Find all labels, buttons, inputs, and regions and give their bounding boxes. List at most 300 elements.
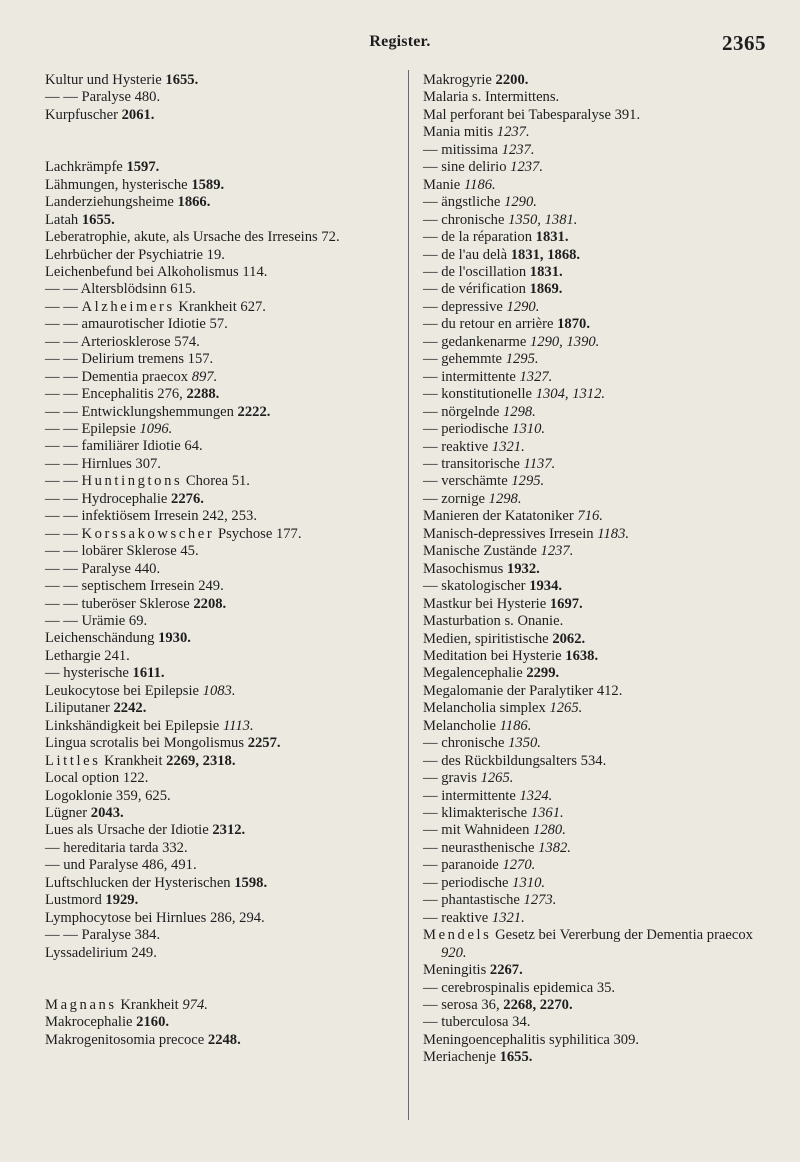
index-entry: [423, 369, 773, 386]
entry-text: Megalomanie der Paralytiker 412.: [423, 682, 623, 699]
index-entry: [45, 247, 400, 264]
page-ref-bold: 1831.: [535, 229, 569, 246]
entry-text: Makrocephalie: [45, 1014, 137, 1031]
page-ref-bold: 2276.: [171, 490, 204, 507]
entry-text: — depressive: [423, 298, 507, 315]
entry-text: Lues als Ursache der Idiotie: [45, 822, 213, 839]
index-entry: [423, 648, 773, 665]
index-entry: [423, 159, 773, 176]
entry-text: — intermittente: [423, 368, 520, 385]
entry-text: Masturbation s. Onanie.: [423, 613, 564, 630]
page-ref-italic: 1327.: [519, 368, 553, 385]
index-entry: [423, 753, 773, 770]
index-entry: [45, 700, 400, 717]
page-ref-italic: 1298.: [502, 403, 536, 420]
entry-text: Lehrbücher der Psychiatrie 19.: [45, 246, 225, 263]
entry-text: — — Urämie 69.: [45, 613, 148, 630]
page-ref-bold: 1655.: [499, 1049, 533, 1066]
index-entry: [45, 578, 400, 595]
entry-text: Krankheit: [116, 996, 183, 1013]
index-spacer: [45, 962, 400, 979]
entry-text: — — Hydrocephalie: [45, 490, 172, 507]
index-entry: [45, 456, 400, 473]
index-entry: [423, 718, 773, 735]
index-entry: [423, 980, 773, 997]
entry-text: Leichenbefund bei Alkoholismus 114.: [45, 263, 268, 280]
page-ref-italic: 1295.: [511, 473, 545, 490]
entry-text: Local option 122.: [45, 770, 149, 787]
index-entry: [423, 788, 773, 805]
entry-text: — — Arteriosklerose 574.: [45, 333, 200, 350]
entry-text: Kurpfuscher: [45, 106, 122, 123]
entry-text: — de vérification: [423, 281, 530, 298]
index-entry: [45, 386, 400, 403]
index-entry: [45, 334, 400, 351]
entry-text: Lachkrämpfe: [45, 159, 127, 176]
entry-text: — konstitutionelle: [423, 386, 536, 403]
entry-text: Luftschlucken der Hysterischen: [45, 874, 235, 891]
index-spacer: [45, 142, 400, 159]
entry-text: Leichenschändung: [45, 630, 159, 647]
page-ref-italic: 1324.: [519, 787, 553, 804]
page-ref-italic: 1361.: [530, 805, 564, 822]
page-ref-italic: 897.: [191, 368, 218, 385]
index-entry: [423, 264, 773, 281]
entry-text: — — Entwicklungshemmungen: [45, 403, 238, 420]
index-entry: [423, 892, 773, 909]
page-ref-bold: 2288.: [186, 386, 220, 403]
page-ref-italic: 1280.: [533, 822, 566, 839]
entry-text: Liliputaner: [45, 700, 114, 717]
index-entry: [45, 997, 400, 1014]
running-head: Register.: [369, 33, 431, 50]
index-entry: [45, 683, 400, 700]
entry-text: — klimakterische: [423, 805, 531, 822]
index-entry: [423, 631, 773, 648]
page-ref-bold: 2160.: [136, 1014, 170, 1031]
index-entry: [45, 665, 400, 682]
eponym-name: Alzheimers: [81, 298, 175, 315]
index-entry: [423, 473, 773, 490]
page-ref-bold: 1929.: [105, 892, 139, 909]
page-ref-bold: 2043.: [90, 805, 124, 821]
page-ref-bold: 1589.: [191, 176, 225, 193]
index-entry: [45, 508, 400, 525]
entry-text: — — Paralyse 384.: [45, 927, 161, 944]
entry-text: Manieren der Katatoniker: [423, 508, 578, 525]
index-entry: [45, 875, 400, 892]
eponym-name: Korssakowscher: [81, 525, 215, 542]
index-entry: [45, 159, 400, 176]
page-ref-bold: 2062.: [552, 630, 586, 647]
entry-text: — hereditaria tarda 332.: [45, 839, 188, 856]
index-entry: [423, 578, 773, 595]
page-ref-bold: 1597.: [126, 159, 160, 176]
entry-text: Krankheit: [100, 752, 167, 769]
index-entry: [45, 788, 400, 805]
page-ref-italic: 1137.: [523, 455, 556, 472]
index-entry: [423, 299, 773, 316]
index-entry: [45, 473, 400, 490]
entry-text: — neurasthenische: [423, 839, 539, 856]
index-spacer: [45, 980, 400, 997]
entry-text: — gehemmte: [423, 351, 506, 368]
page-ref-bold: 1932.: [506, 560, 540, 577]
entry-text: — serosa 36,: [423, 997, 504, 1014]
page-ref-bold: 2268, 2270.: [503, 997, 573, 1014]
entry-text: — hysterische: [45, 665, 133, 682]
page-ref-bold: 2061.: [121, 106, 155, 123]
entry-text: — du retour en arrière: [423, 316, 558, 333]
index-spacer: [45, 124, 400, 141]
index-entry: [45, 526, 400, 543]
page-ref-bold: 2269, 2318.: [166, 752, 236, 769]
entry-text: Mania mitis: [423, 124, 497, 141]
index-entry: [45, 735, 400, 752]
index-entry: [423, 683, 773, 700]
index-entry: [423, 386, 773, 403]
page-ref-italic: 1265.: [480, 770, 514, 787]
page-ref-bold: 2208.: [193, 595, 227, 612]
entry-text: Megalencephalie: [423, 665, 527, 682]
entry-text: — mitissima: [423, 141, 502, 158]
index-entry: [423, 613, 773, 630]
entry-text: Manisch-depressives Irresein: [423, 525, 598, 542]
entry-text: — transitorische: [423, 455, 524, 472]
page-ref-bold: 1598.: [234, 874, 268, 891]
index-entry: [423, 822, 773, 839]
eponym-name: Littles: [45, 752, 101, 769]
index-entry: [423, 404, 773, 421]
entry-text: Lethargie 241.: [45, 647, 130, 664]
index-entry: [45, 630, 400, 647]
index-entry: [45, 404, 400, 421]
page-ref-italic: 1298.: [488, 490, 522, 507]
entry-text: — —: [45, 473, 82, 490]
index-entry: [45, 718, 400, 735]
page-ref-bold: 2267.: [489, 962, 523, 979]
index-entry: [423, 124, 773, 141]
entry-text: Makrogyrie: [423, 72, 496, 88]
entry-text: — phantastische: [423, 892, 524, 909]
index-entry: [423, 857, 773, 874]
page-ref-bold: 1930.: [158, 630, 191, 647]
page-ref-italic: 1290, 1390.: [529, 333, 600, 350]
index-entry: [423, 1032, 773, 1049]
entry-text: Mastkur bei Hysterie: [423, 595, 550, 612]
page-ref-bold: 2242.: [113, 700, 147, 717]
entry-text: — gravis: [423, 770, 481, 787]
index-entry: [423, 351, 773, 368]
index-entry: [45, 438, 400, 455]
page-ref-italic: 716.: [577, 508, 603, 525]
index-entry: [45, 107, 400, 124]
index-entry: [423, 229, 773, 246]
index-entry: [45, 281, 400, 298]
page-ref-italic: 1183.: [597, 525, 630, 542]
entry-text: Linkshändigkeit bei Epilepsie: [45, 717, 223, 734]
entry-text: — paranoide: [423, 857, 503, 874]
page-ref-italic: 1290.: [504, 194, 537, 211]
index-entry: [423, 142, 773, 159]
index-entry: [423, 875, 773, 892]
entry-text: — — infektiösem Irresein 242, 253.: [45, 508, 257, 525]
page-ref-bold: 1866.: [177, 194, 211, 211]
index-entry: [423, 247, 773, 264]
entry-text: Lähmungen, hysterische: [45, 176, 192, 193]
entry-text: Melancholie: [423, 717, 500, 734]
index-entry: [45, 927, 400, 944]
page-ref-italic: 1382.: [538, 839, 571, 856]
entry-text: — — tuberöser Sklerose: [45, 595, 194, 612]
entry-text: Gesetz bei Vererbung der Dementia praecox: [491, 927, 753, 944]
index-column-left: [45, 72, 400, 1049]
index-entry: [423, 665, 773, 682]
index-entry: [423, 439, 773, 456]
entry-text: — verschämte: [423, 473, 512, 490]
entry-text: Psychose 177.: [214, 525, 302, 542]
index-entry: [45, 421, 400, 438]
page-ref-italic: 1295.: [505, 351, 539, 368]
index-entry: [45, 229, 400, 246]
entry-text: Meningitis: [423, 962, 490, 979]
entry-text: Mal perforant bei Tabesparalyse 391.: [423, 106, 641, 123]
entry-text: — — Delirium tremens 157.: [45, 351, 214, 368]
entry-text: Lymphocytose bei Hirnlues 286, 294.: [45, 909, 265, 926]
index-entry: [423, 543, 773, 560]
entry-text: — tuberculosa 34.: [423, 1014, 531, 1031]
page-ref-italic: 1350.: [508, 735, 541, 752]
page-ref-italic: 1096.: [139, 421, 173, 438]
index-entry: [423, 927, 773, 962]
index-entry: [45, 596, 400, 613]
index-entry: [45, 822, 400, 839]
entry-text: — periodische: [423, 421, 513, 438]
page-ref-italic: 1321.: [491, 438, 525, 455]
index-entry: [423, 334, 773, 351]
entry-text: Latah: [45, 211, 82, 228]
index-entry: [423, 421, 773, 438]
index-entry: [423, 805, 773, 822]
page-ref-bold: 2312.: [212, 822, 246, 839]
entry-text: — — Altersblödsinn 615.: [45, 281, 196, 298]
index-entry: [45, 89, 400, 106]
index-entry: [423, 316, 773, 333]
index-entry: [45, 770, 400, 787]
page-ref-italic: 1265.: [549, 700, 583, 717]
entry-text: — — Paralyse 480.: [45, 89, 161, 106]
entry-text: — —: [45, 298, 82, 315]
entry-text: Meningoencephalitis syphilitica 309.: [423, 1031, 640, 1048]
index-entry: [423, 561, 773, 578]
page-ref-bold: 1870.: [557, 316, 590, 333]
page-ref-italic: 1273.: [523, 892, 557, 909]
entry-text: — sine delirio: [423, 159, 511, 176]
entry-text: — — Hirnlues 307.: [45, 455, 161, 472]
entry-text: — periodische: [423, 874, 513, 891]
page-ref-bold: 1831, 1868.: [510, 246, 581, 263]
entry-text: — reaktive: [423, 909, 492, 926]
page-ref-italic: 1237.: [540, 543, 574, 560]
entry-text: — und Paralyse 486, 491.: [45, 857, 197, 874]
index-entry: [423, 526, 773, 543]
index-entry: [423, 456, 773, 473]
entry-text: — zornige: [423, 490, 489, 507]
index-entry: [45, 892, 400, 909]
page-ref-italic: 920.: [441, 944, 467, 961]
index-entry: [423, 596, 773, 613]
index-entry: [45, 805, 400, 822]
index-entry: [45, 840, 400, 857]
page-ref-bold: 1655.: [81, 211, 115, 228]
entry-text: Lügner: [45, 805, 91, 821]
entry-text: Landerziehungsheime: [45, 194, 178, 211]
page-ref-italic: 974.: [182, 996, 208, 1013]
entry-text: — de la réparation: [423, 229, 536, 246]
index-entry: [45, 351, 400, 368]
index-entry: [423, 962, 773, 979]
page-ref-italic: 1310.: [512, 874, 546, 891]
page-ref-bold: 1638.: [565, 647, 599, 664]
index-entry: [45, 543, 400, 560]
index-entry: [45, 491, 400, 508]
page-ref-bold: 1869.: [529, 281, 563, 298]
entry-text: — de l'au delà: [423, 246, 511, 263]
entry-text: — chronische: [423, 735, 509, 752]
index-entry: [423, 840, 773, 857]
page-ref-bold: 2299.: [526, 665, 560, 682]
page-ref-italic: 1186.: [463, 176, 496, 193]
page-ref-bold: 2248.: [207, 1031, 241, 1048]
entry-text: — — familiärer Idiotie 64.: [45, 438, 203, 455]
entry-text: — —: [45, 525, 82, 542]
index-entry: [423, 910, 773, 927]
entry-text: Manie: [423, 176, 464, 193]
eponym-name: Mendels: [423, 927, 492, 944]
index-entry: [45, 613, 400, 630]
index-entry: [423, 700, 773, 717]
page-number: 2365: [722, 31, 766, 55]
page-ref-italic: 1290.: [506, 298, 540, 315]
page-ref-italic: 1083.: [202, 682, 236, 699]
entry-text: — gedankenarme: [423, 333, 530, 350]
entry-text: Meriachenje: [423, 1049, 500, 1066]
index-column-right: [423, 72, 773, 1067]
index-entry: [45, 753, 400, 770]
entry-text: Lyssadelirium 249.: [45, 944, 157, 961]
entry-text: — de l'oscillation: [423, 263, 530, 280]
index-entry: [423, 997, 773, 1014]
entry-text: Leukocytose bei Epilepsie: [45, 682, 203, 699]
page-ref-bold: 1934.: [529, 578, 563, 595]
page-ref-italic: 1321.: [491, 909, 525, 926]
index-entry: [423, 212, 773, 229]
entry-text: Malaria s. Intermittens.: [423, 89, 560, 106]
page-ref-italic: 1186.: [499, 717, 532, 734]
index-entry: [423, 194, 773, 211]
entry-text: Lustmord: [45, 892, 106, 909]
entry-text: — reaktive: [423, 438, 492, 455]
page-ref-bold: 2222.: [237, 403, 271, 420]
page-ref-italic: 1237.: [501, 141, 535, 158]
index-entry: [45, 194, 400, 211]
entry-text: — — amaurotischer Idiotie 57.: [45, 316, 228, 333]
page-ref-bold: 2200.: [495, 72, 529, 88]
entry-text: — chronische: [423, 211, 509, 228]
index-entry: [423, 508, 773, 525]
index-entry: [45, 1014, 400, 1031]
index-entry: [423, 89, 773, 106]
entry-text: — ängstliche: [423, 194, 505, 211]
index-entry: [423, 1014, 773, 1031]
entry-text: — — lobärer Sklerose 45.: [45, 543, 199, 560]
entry-text: Makrogenitosomia precoce: [45, 1031, 208, 1048]
page-ref-italic: 1350, 1381.: [508, 211, 578, 228]
entry-text: — intermittente: [423, 787, 520, 804]
index-entry: [45, 648, 400, 665]
index-entry: [423, 107, 773, 124]
entry-text: Leberatrophie, akute, als Ursache des Irreseins 72.: [45, 229, 340, 246]
index-entry: [45, 369, 400, 386]
page-ref-bold: 1697.: [549, 595, 583, 612]
entry-text: — des Rückbildungsalters 534.: [423, 752, 607, 769]
entry-text: — — Epilepsie: [45, 421, 140, 438]
index-entry: [423, 735, 773, 752]
page-ref-bold: 1611.: [132, 665, 165, 682]
page-ref-bold: 1831.: [529, 263, 563, 280]
index-entry: [45, 212, 400, 229]
index-entry: [423, 281, 773, 298]
entry-text: Manische Zustände: [423, 543, 541, 560]
index-entry: [423, 1049, 773, 1066]
index-entry: [45, 72, 400, 89]
page-ref-italic: 1113.: [222, 717, 254, 734]
index-entry: [45, 561, 400, 578]
entry-text: Kultur und Hysterie: [45, 72, 166, 88]
index-entry: [45, 857, 400, 874]
index-entry: [423, 177, 773, 194]
index-entry: [423, 72, 773, 89]
entry-text: Lingua scrotalis bei Mongolismus: [45, 735, 248, 752]
entry-text: Melancholia simplex: [423, 700, 550, 717]
entry-text: Chorea 51.: [182, 473, 250, 490]
index-entry: [45, 316, 400, 333]
entry-text: — mit Wahnideen: [423, 822, 534, 839]
index-entry: [45, 299, 400, 316]
index-entry: [45, 264, 400, 281]
eponym-name: Huntingtons: [81, 473, 183, 490]
entry-text: — — septischem Irresein 249.: [45, 578, 224, 595]
page-ref-italic: 1310.: [512, 421, 546, 438]
entry-text: — cerebrospinalis epidemica 35.: [423, 979, 616, 996]
entry-text: Krankheit 627.: [174, 298, 266, 315]
entry-text: Logoklonie 359, 625.: [45, 787, 171, 804]
entry-text: — — Encephalitis 276,: [45, 386, 187, 403]
page-ref-bold: 2257.: [247, 735, 281, 752]
page-ref-italic: 1270.: [502, 857, 536, 874]
column-divider: [408, 70, 409, 1120]
entry-text: — — Dementia praecox: [45, 368, 192, 385]
index-entry: [45, 177, 400, 194]
entry-text: Meditation bei Hysterie: [423, 647, 566, 664]
page-ref-italic: 1304, 1312.: [535, 386, 606, 403]
index-entry: [45, 945, 400, 962]
entry-text: — — Paralyse 440.: [45, 560, 161, 577]
eponym-name: Magnans: [45, 996, 117, 1013]
index-entry: [45, 910, 400, 927]
entry-text: Masochismus: [423, 560, 507, 577]
index-entry: [423, 770, 773, 787]
